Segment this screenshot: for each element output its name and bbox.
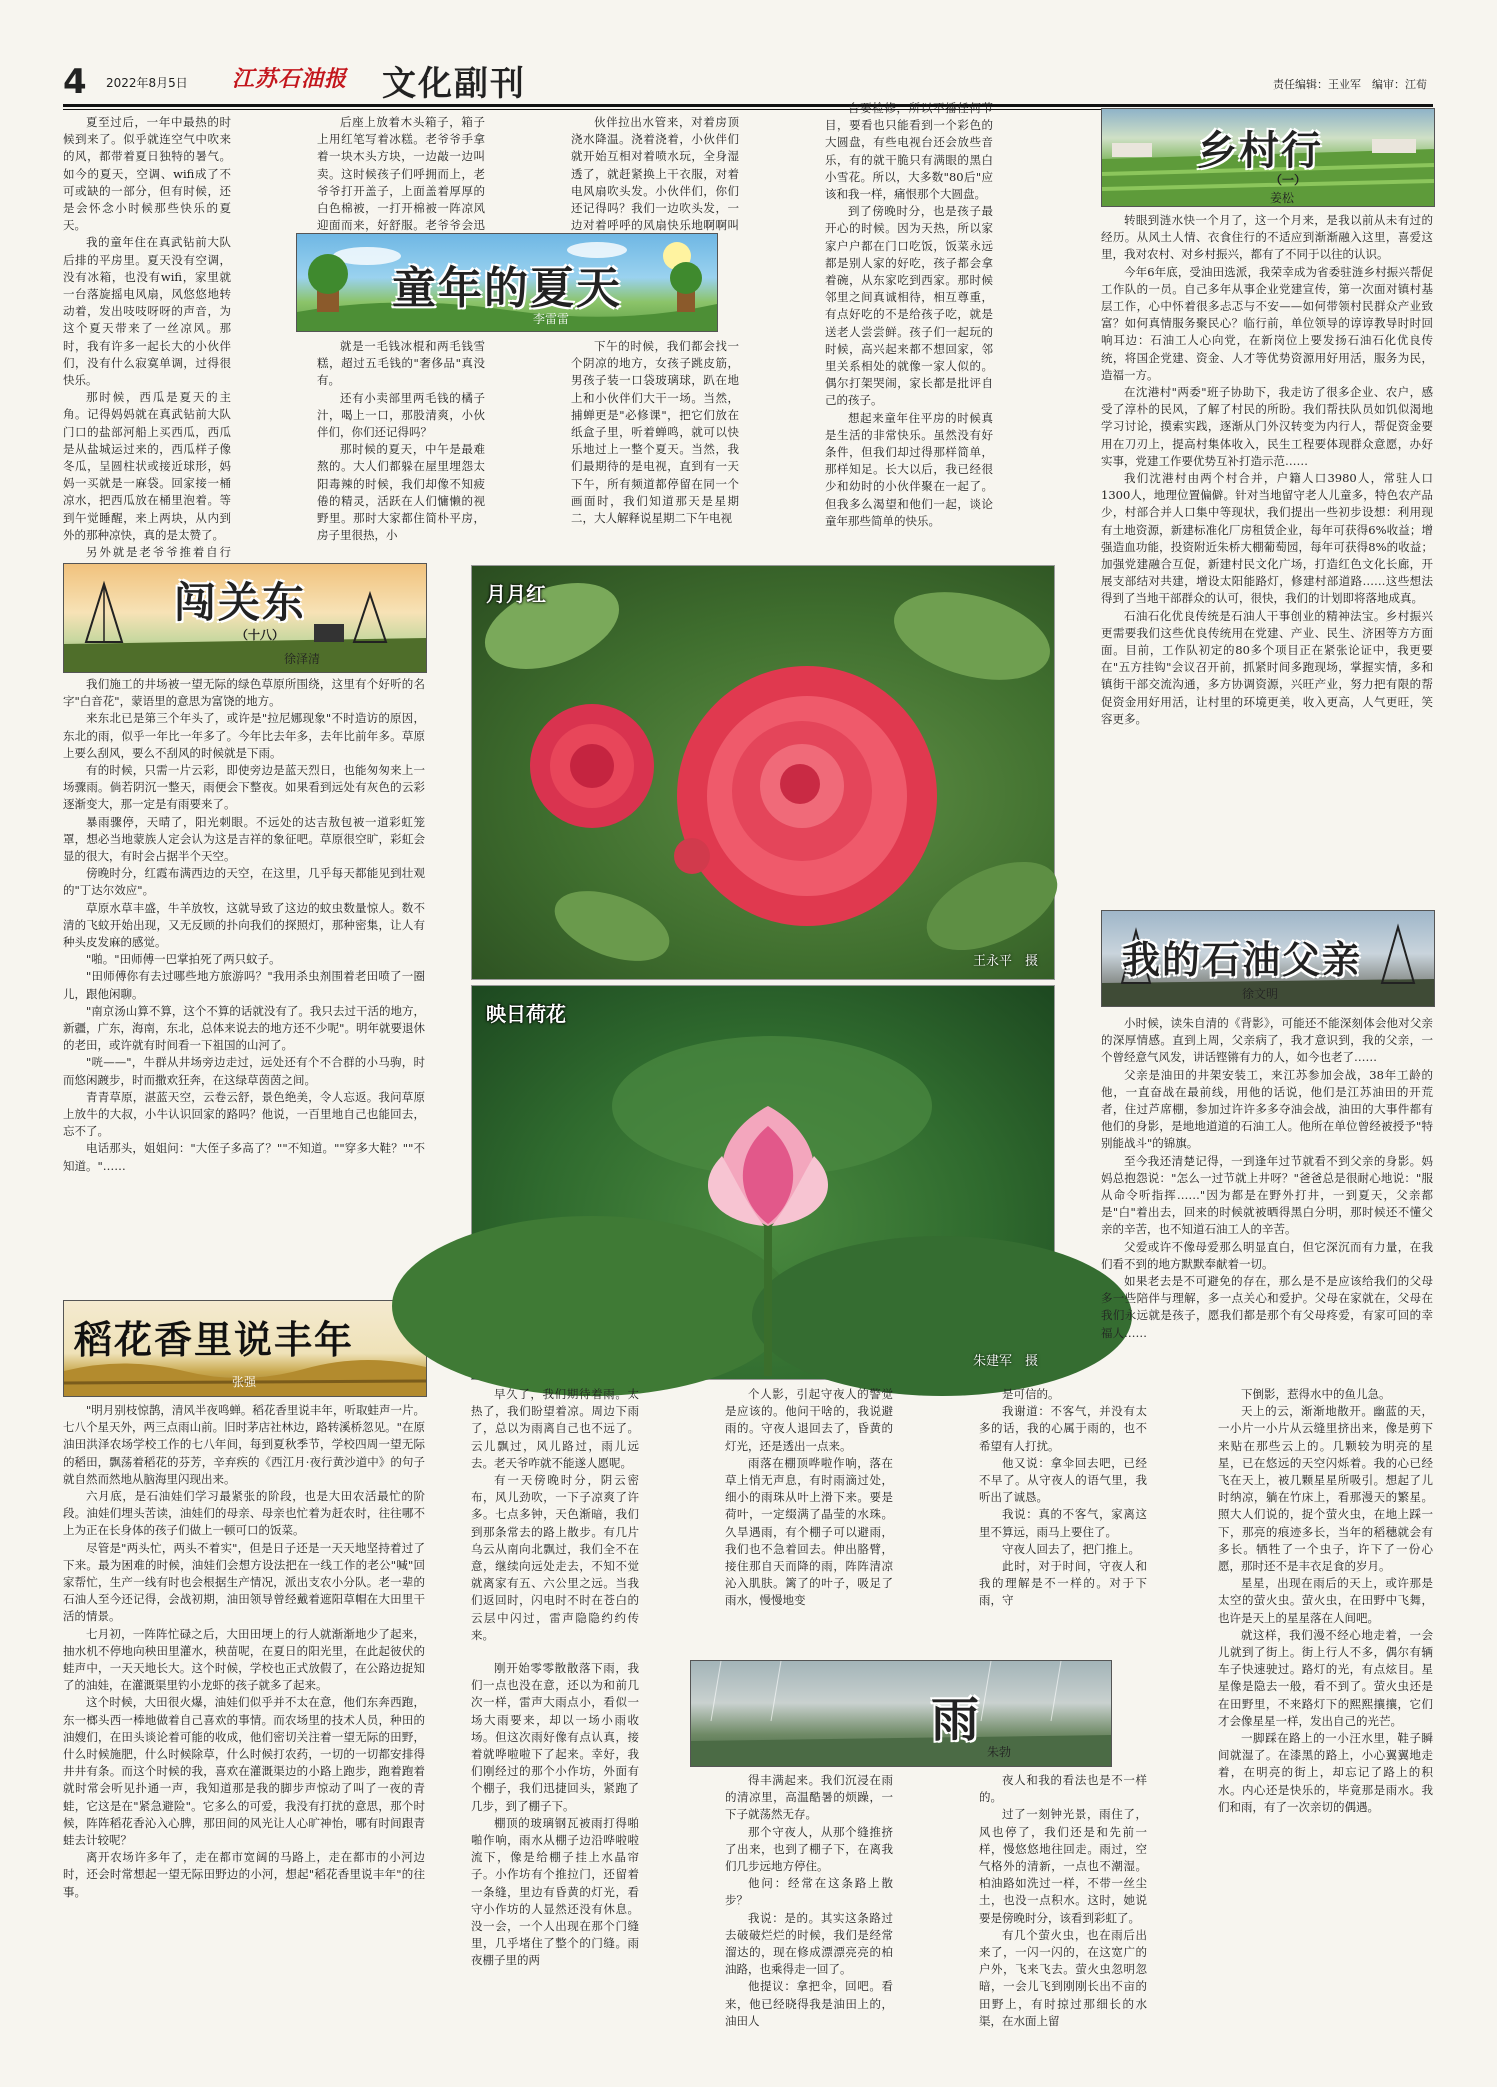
- lotus-photo-title: 映日荷花: [486, 1002, 566, 1026]
- paragraph: 那个守夜人，从那个缝推挤了出来，也到了棚子下，在离我们几步远地方停住。: [725, 1824, 893, 1874]
- northeast-subtitle: （十八）: [236, 628, 285, 642]
- paragraph: 有一天傍晚时分，阴云密布，风儿劲吹，一下子凉爽了许多。七点多钟，天色渐暗，我们到那条常去的路上散步。有几片乌云从南向北飘过，我们全不在意，继续向远处走去，不知不觉就离家有五、六公里之远。当我们返回时，闪电时不时在苍白的云层中闪过，雷声隐隐约约传来。: [471, 1473, 639, 1642]
- paragraph: 我说：是的。其实这条路过去破破烂烂的时候，我们是经常溜达的，现在修成漂漂亮亮的柏油路，也乘得走一回了。: [725, 1910, 893, 1977]
- paragraph: 就是一毛钱冰棍和两毛钱雪糕，超过五毛钱的"奢侈品"真没有。: [317, 339, 485, 388]
- lotus-photo: [471, 985, 1055, 1380]
- northeast-banner: [63, 563, 427, 673]
- village-body: [1101, 212, 1433, 872]
- rain-banner: [690, 1660, 1112, 1767]
- childhood-column-3b: [571, 338, 739, 526]
- page-number: 4: [63, 62, 87, 102]
- rain-column-2a: [725, 1386, 893, 1652]
- village-author: 姜松: [1270, 191, 1295, 205]
- rain-banner-art: [691, 1661, 1111, 1766]
- paragraph: 就这样，我们漫不经心地走着，一会儿就到了街上。街上行人不多，偶尔有辆车子快速驶过。路灯的光，有点炫目。星星像是隐去一般，看不到了。萤火虫还是在田野里，不来路灯下的熙熙攘攘，它们才会像星星一样，发出自己的光芒。: [1218, 1627, 1433, 1728]
- paragraph: 星星，出现在雨后的天上，或许那是太空的萤火虫。萤火虫，在田野中飞舞，也许是天上的星星落在人间吧。: [1218, 1576, 1433, 1625]
- paragraph: 一脚踩在路上的一小汪水里，鞋子瞬间就湿了。在漆黑的路上，小心翼翼地走着，在明亮的街上，却忘记了路上的积水。内心还是快乐的，毕竟那是雨水。我们和雨，有了一次亲切的偶遇。: [1218, 1731, 1433, 1814]
- paragraph: "明月别枝惊鹊，清风半夜鸣蝉。稻花香里说丰年，听取蛙声一片。七八个星天外，两三点雨山前。旧时茅店社林边，路转溪桥忽见。"在原油田洪泽农场学校工作的七八年间，每到夏秋季节，学校四周一望无际的稻田，飘荡着稻花的芬芳，辛弃疾的《西江月·夜行黄沙道中》的句子就自然而然地从脑海里闪现出来。: [63, 1403, 425, 1486]
- paragraph: 那时候的夏天，中午是最难熬的。大人们都躲在屋里埋怨太阳毒辣的时候，我们却像不知疲倦的精灵，活跃在人们慵懒的视野里。那时大家都住简朴平房，房子里很热，小: [317, 442, 485, 543]
- paragraph: 那时候，西瓜是夏天的主角。记得妈妈就在真武钻前大队门口的盐部河船上买西瓜，西瓜是从盐城运过来的，西瓜样子像冬瓜，呈圆柱状或接近球形，妈妈一买就是一麻袋。回家接一桶凉水，把西瓜放在桶里泡着。等到午觉睡醒，来上两块，从内到外的那种凉快，真的是太赞了。: [63, 390, 231, 542]
- paragraph: 电话那头，姐姐问："大侄子多高了？""不知道。""穿多大鞋？""不知道。"……: [63, 1141, 425, 1173]
- paragraph: 到了傍晚时分，也是孩子最开心的时候。因为天热，所以家家户户都在门口吃饭，饭菜永远都是别人家的好吃，孩子都会拿着碗，从东家吃到西家。那时候邻里之间真诚相待，相互尊重，有点好吃的不是给孩子吃，就是送老人尝尝鲜。孩子们一起玩的时候，高兴起来都不想回家，邻里关系相处的就像一家人似的。偶尔打架哭闹，家长都是批评自己的孩子。: [825, 204, 993, 408]
- paragraph: 我的童年住在真武钻前大队后排的平房里。夏天没有空调，没有冰箱，也没有wifi，家里就一台落旋摇电风扇，风悠悠地转动着，发出吱吱呀呀的声音，为这个夏天带来了一丝凉风。那时，我有许多一起长大的小伙伴们，没有什么寂寞单调，过得很快乐。: [63, 235, 231, 388]
- rice-title: 稻花香里说丰年: [74, 1317, 355, 1362]
- paragraph: 这个时候，大田很火爆，油娃们似乎并不太在意，他们东奔西跑，东一榔头西一棒地做着自己喜欢的事情。而农场里的技术人员，种田的油嫂们，在田头谈论着可能的收成，他们密切关注着一望无际的田野，什么时候施肥，什么时候除草，什么时候打农药，一切的一切都安排得井井有条。而这个时候的我，喜欢在灌溉渠边的小路上跑步，跑着跑着就时常会听见扑通一声，我知道那是我的脚步声惊动了叫了一夜的青蛙，它这是在"紧急避险"。它多么的可爱，我没有打扰的意思，那个时候，阵阵稻花香沁入心脾，那田间的风光让人心旷神怡，哪有时间跟青蛙去计较呢？: [63, 1695, 425, 1848]
- paragraph: 台要检修，所以不播任何节目，要看也只能看到一个彩色的大圆盘，有些电视台还会放些音乐，有的就干脆只有满眼的黑白小雪花。所以，大多数"80后"应该和我一样，痛恨那个大圆盘。: [825, 101, 993, 202]
- paragraph: 来东北已是第三个年头了，或许是"拉尼娜现象"不时造访的原因，东北的雨，似乎一年比一年多了。今年比去年多，去年比前年多。草原上要么刮风，要么不刮风的时候就是下雨。: [63, 711, 425, 760]
- paragraph: 天上的云，渐渐地散开。幽蓝的天，一小片一小片从云缝里挤出来，像是剪下来贴在那些云上的。几颗较为明亮的星星，已在悠远的天空闪烁着。我的心已经飞在天上，被几颗星星所吸引。想起了儿时纳凉，躺在竹床上，看那漫天的繁星。照大人们说的，捉个萤火虫，在地上踩一下，那亮的痕迹多长，当年的稻穗就会有多长。牺牲了一个虫子，许下了一份心愿，那时还不是丰衣足食的岁月。: [1218, 1404, 1433, 1574]
- northeast-body: [63, 676, 425, 1282]
- paragraph: 个人影，引起守夜人的警觉是应该的。他问干啥的，我说避雨的。守夜人退回去了，昏黄的灯光，还是透出一点来。: [725, 1387, 893, 1453]
- paragraph: 有的时候，只需一片云彩，即使旁边是蓝天烈日，也能匆匆来上一场骤雨。倘若阴沉一整天，雨便会下整夜。如果看到远处有灰色的云彩逐渐变大，那一定是有雨要来了。: [63, 763, 425, 812]
- rose-photo-credit: 王永平 摄: [972, 954, 1038, 969]
- paragraph: "啪。"田师傅一巴掌拍死了两只蚊子。: [86, 952, 281, 967]
- rose-photo: [471, 565, 1055, 980]
- paragraph: 另外就是老爷爷推着自行: [86, 545, 231, 560]
- paragraph: 夏至过后，一年中最热的时候到来了。似乎就连空气中吹来的风，都带着夏日独特的暑气。如今的夏天，空调、wifi成了不可或缺的一部分，但有时候，还是会怀念小时候那些快乐的夏天。: [63, 115, 231, 233]
- rain-column-3b: [979, 1772, 1147, 2028]
- oil-father-body: [1101, 1015, 1433, 1420]
- rain-column-1a: [471, 1386, 639, 1652]
- paragraph: 想起来童年住平房的时候真是生活的非常快乐。虽然没有好条件，但我们却过得那样简单，那样知足。长大以后，我已经很少和幼时的小伙伴聚在一起了。但我多么渴望和他们一起，谈论童年那些简单的快乐。: [825, 410, 993, 528]
- childhood-column-4: [825, 100, 993, 528]
- paragraph: 他问：经常在这条路上散步？: [725, 1876, 893, 1908]
- paragraph: 棚顶的玻璃钢瓦被雨打得啪啪作响，雨水从棚子边沿哗啦啦流下，像是给棚子挂上水晶帘子。小作坊有个推拉门，还留着一条缝，里边有昏黄的灯光，看守小作坊的人显然还没有休息。没一会，一个人出现在那个门缝里，几乎堵住了整个的门缝。雨夜棚子里的两: [471, 1815, 639, 1968]
- village-banner: [1101, 108, 1435, 207]
- paragraph: 下午的时候，我们都会找一个阴凉的地方，女孩子跳皮筋，男孩子装一口袋玻璃球，趴在地上和小伙伴们大干一场。当然，捕蝉更是"必修课"，把它们放在纸盒子里，听着蝉鸣，就可以快乐地过上一整个夏天。当然，我们最期待的是电视，直到有一天下午，所有频道都停留在同一个画面时，我们知道那天是星期二，大人解释说星期二下午电视: [571, 339, 739, 526]
- paragraph: 离开农场许多年了，走在都市宽阔的马路上，走在都市的小河边时，还会时常想起一望无际田野边的小河，想起"稻花香里说丰年"的往事。: [63, 1850, 425, 1899]
- paragraph: 青青草原，湛蓝天空，云卷云舒，景色绝美，令人忘返。我问草原上放牛的大叔，小牛认识回家的路吗？他说，一百里地自己也能回去，忘不了。: [63, 1089, 425, 1139]
- rain-column-4: [1218, 1386, 1433, 2022]
- paragraph: 是可信的。: [1002, 1387, 1060, 1401]
- rose-illustration: [472, 566, 1054, 979]
- childhood-author: 李雷雷: [533, 312, 570, 326]
- issue-date: 2022年8月5日: [106, 76, 188, 90]
- paragraph: "南京汤山算不算，这个不算的话就没有了。我只去过干活的地方，新疆，广东，海南，东北，总体来说去的地方还不少呢"。明年就要退休的老田，或许就有时间看一下祖国的山河了。: [63, 1003, 425, 1053]
- rain-title: 雨: [931, 1692, 982, 1748]
- childhood-column-1: [63, 114, 231, 560]
- paragraph: 傍晚时分，红霞布满西边的天空，在这里，几乎每天都能见到壮观的"丁达尔效应"。: [63, 866, 425, 898]
- paragraph: 他提议：拿把伞，回吧。看来，他已经晓得我是油田上的，油田人: [725, 1979, 893, 2028]
- paragraph: 父亲是油田的井架安装工，来江苏参加会战，38年工龄的他，一直奋战在最前线，用他的话说，他们是江苏油田的开荒者，住过芦席棚，参加过许许多多夺油会战，油田的大事件都有他们的身影，是地地道道的石油工人。他所在单位曾经被授予"特别能战斗"的锦旗。: [1101, 1067, 1433, 1151]
- rice-banner: [63, 1300, 427, 1397]
- rice-author: 张强: [232, 1375, 257, 1389]
- paragraph: "田师傅你有去过哪些地方旅游吗？"我用杀虫剂围着老田喷了一圈儿，跟他闲聊。: [63, 969, 425, 1001]
- paragraph: 守夜人回去了，把门推上。: [1002, 1541, 1140, 1556]
- paragraph: 草原水草丰盛，牛羊放牧，这就导致了这边的蚊虫数量惊人。数不清的飞蚊开始出现，又无反顾的扑向我们的探照灯，那种密集，让人有种头皮发麻的感觉。: [63, 900, 425, 950]
- paragraph: 此时，对于时间，守夜人和我的理解是不一样的。对于下雨，守: [979, 1559, 1147, 1608]
- paragraph: 尽管是"两头忙，两头不着实"，但是日子还是一天天地坚持着过了下来。最为困难的时候，油娃们会想方设法把在一线工作的老公"喊"回家帮忙，生产一线有时也会根据生产情况，派出支农小分队。老一辈的石油人至今还记得，会战初期，油田领导曾经戴着遮阳草帽在大田里干活的情景。: [63, 1540, 425, 1624]
- rain-column-3a: [979, 1386, 1147, 1652]
- childhood-column-3a: [571, 114, 739, 233]
- rose-photo-title: 月月红: [486, 582, 546, 606]
- paragraph: 暴雨骤停，天晴了，阳光刺眼。不远处的达吉敖包被一道彩虹笼罩，想必当地蒙族人定会认为这是吉祥的象征吧。草原很空旷，彩虹会显的很大，有时会占据半个天空。: [63, 814, 425, 864]
- paragraph: 我说：真的不客气，家离这里不算远，雨马上要住了。: [979, 1507, 1147, 1539]
- paragraph: 下倒影，惹得水中的鱼儿急。: [1241, 1387, 1391, 1401]
- paragraph: 我们施工的井场被一望无际的绿色草原所围绕，这里有个好听的名字"白音花"，蒙语里的意思为富饶的地方。: [63, 677, 425, 709]
- paragraph: 如果老去是不可避免的存在，那么是不是应该给我们的父母多一些陪伴与理解，多一点关心和爱护。父母在家就在，父母在我们永远就是孩子，愿我们都是那个有父母疼爱，有家可回的幸福人……: [1101, 1274, 1433, 1340]
- childhood-title: 童年的夏天: [392, 263, 622, 314]
- paragraph: 小时候，读朱自清的《背影》，可能还不能深刻体会他对父亲的深厚情感。直到上周，父亲病了，我才意识到，我的父亲，一个曾经意气风发，讲话铿锵有力的人，如今也老了……: [1101, 1016, 1433, 1065]
- paragraph: 后座上放着木头箱子，箱子上用红笔写着冰糕。老爷爷手拿着一块木头方块，一边敲一边叫卖。这时候孩子们呼拥而上，老爷爷打开盖子，上面盖着厚厚的白色棉被，一打开棉被一阵凉风迎面而来，好舒服。老爷爷会迅: [317, 115, 485, 233]
- lotus-photo-credit: 朱建军 摄: [972, 1354, 1038, 1369]
- paragraph: 夜人和我的看法也是不一样的。: [979, 1773, 1147, 1805]
- oil-father-banner: [1101, 910, 1435, 1007]
- rice-body: [63, 1402, 425, 2024]
- paragraph: 得丰满起来。我们沉浸在雨的清凉里，高温酷暑的烦躁，一下子就荡然无存。: [725, 1773, 893, 1822]
- paragraph: 我谢道：不客气，并没有太多的话，我的心属于雨的，也不希望有人打扰。: [979, 1404, 1147, 1453]
- rain-column-2b: [725, 1772, 893, 2028]
- paragraph: "咣——"，牛群从井场旁边走过，远处还有个不合群的小马驹，时而悠闲踱步，时而撒欢狂奔，在这绿草茵茵之间。: [63, 1055, 425, 1087]
- childhood-column-2a: [317, 114, 485, 233]
- paragraph: 他又说：拿伞回去吧，已经不早了。从守夜人的语气里，我听出了诚恳。: [979, 1455, 1147, 1505]
- paragraph: 有几个萤火虫，也在雨后出来了，一闪一闪的，在这宽广的户外，飞来飞去。萤火虫忽明忽暗，一会儿飞到刚刚长出不亩的田野上，有时掠过那细长的水渠，在水面上留: [979, 1927, 1147, 2028]
- village-title: 乡村行: [1197, 127, 1323, 174]
- lotus-illustration: [472, 986, 1054, 1379]
- newspaper-logo: 江苏石油报: [232, 66, 348, 92]
- paragraph: 转眼到涟水快一个月了，这一个月来，是我以前从未有过的经历。从风土人情、衣食住行的不适应到渐渐融入这里，喜爱这里，我对农村、对乡村振兴，都有了不同于以往的认识。: [1101, 213, 1433, 262]
- paragraph: 我们沈港村由两个村合并，户籍人口3980人，常驻人口1300人，地理位置偏僻。针对当地留守老人儿童多，特色农产品少，村部合并人口集中等现状，我们提出一些初步设想：利用现有土地资源，新建标准化厂房租赁企业，每年可获得6%收益；增强造血功能，投资附近朱桥大棚葡萄园，每年可获得8%的收益；加强党建融合互促，新建村民文化广场，打造红色文化长廊，开展支部结对共建，增设太阳能路灯，修建村部道路……这些想法得到了当地干部群众的认可，很快，我们的计划即将落地成真。: [1101, 471, 1433, 606]
- childhood-banner: [296, 233, 718, 332]
- oil-father-author: 徐文明: [1242, 987, 1279, 1001]
- paragraph: 过了一刻钟光景，雨住了，风也停了，我们还是和先前一样，慢悠悠地往回走。雨过，空气格外的清新，一点也不潮湿。柏油路如洗过一样，不带一丝尘土，也没一点积水。这时，她说要是傍晚时分，该看到彩虹了。: [979, 1807, 1147, 1925]
- paragraph: 还有小卖部里两毛钱的橘子汁，喝上一口，那股清爽，小伙伴们，你们还记得吗？: [317, 390, 485, 440]
- paragraph: 在沈港村"两委"班子协助下，我走访了很多企业、农户，感受了淳朴的民风，了解了村民的所盼。我们帮扶队员如饥似渴地学习讨论，摸索实践，逐渐从门外汉转变为内行人，帮促资金要用在刀刃上，提高村集体收入，民生工程要体现群众意愿，办好实事，党建工作要优势互补打造示范……: [1101, 385, 1433, 468]
- northeast-title: 闯关东: [174, 578, 307, 627]
- paragraph: 至今我还清楚记得，一到逢年过节就看不到父亲的身影。妈妈总抱怨说："怎么一过节就上井呀？"爸爸总是很耐心地说："服从命令听指挥……"因为都是在野外打井，一到夏天，父亲都是"白"着出去，回来的时候就被晒得黑白分明，那时候还不懂父亲的辛苦，也不知道石油工人的辛苦。: [1101, 1153, 1433, 1237]
- paragraph: 六月底，是石油娃们学习最紧张的阶段，也是大田农活最忙的阶段。油娃们埋头苦读，油娃们的母亲、母亲也忙着为赶农时，往往哪不上为正在长身体的孩子们做上一顿可口的饭菜。: [63, 1489, 425, 1538]
- paragraph: 雨落在棚顶哗啦作响，落在草上悄无声息，有时雨滴过处，细小的雨珠从叶上滑下来。要是荷叶，一定缀满了晶莹的水珠。久旱遇雨，有个棚子可以避雨，我们也不急着回去。伸出胳臂，接住那自天而降的雨，阵阵清凉沁入肌肤。篱了的叶子，吸足了雨水，慢慢地变: [725, 1455, 893, 1608]
- childhood-column-2b: [317, 338, 485, 543]
- paragraph: 早久了，我们期待着雨。太热了，我们盼望着凉。周边下雨了，总以为雨离自己也不远了。云儿飘过，风儿路过，雨儿远去。老天爷咋就不能遂人愿呢。: [471, 1387, 639, 1470]
- rain-column-1b: [471, 1660, 639, 2022]
- rain-author: 朱勃: [987, 1745, 1012, 1759]
- village-subtitle: （一）: [1270, 173, 1307, 187]
- northeast-author: 徐泽清: [284, 652, 321, 666]
- paragraph: 石油石化优良传统是石油人干事创业的精神法宝。乡村振兴更需要我们这些优良传统用在党建、产业、民生、济困等方方面面。目前，工作队初定的80多个项目正在紧张论证中，我更要在"五方挂钩"会议召开前，抓紧时间多跑现场，掌握实情，多和镇街干部交流沟通，多方协调资源，兴旺产业，努力把有限的帮促资金用好用活，让村里的环境更美，收入更高，人气更旺，笑容更多。: [1101, 608, 1433, 726]
- editor-credit: 责任编辑：王业军 编审：江荀: [1273, 78, 1427, 91]
- header-rule: [63, 104, 1433, 107]
- paragraph: 今年6年底，受油田选派，我荣幸成为省委驻涟乡村振兴帮促工作队的一员。自己多年从事企业党建宣传，第一次面对镇村基层工作，心中怀着很多忐忑与不安——如何带领村民群众产业致富？如何真情服务聚民心？临行前，单位领导的谆谆教导时时回响耳边：石油工人心向党，在新岗位上要发扬石油石化优良传统，将国企党建、资金、人才等优势资源用好用活，服务为民，造福一方。: [1101, 264, 1433, 382]
- section-title: 文化副刊: [382, 64, 526, 104]
- paragraph: 七月初，一阵阵忙碌之后，大田田埂上的行人就渐渐地少了起来，抽水机不停地向秧田里灌水，秧苗呢，在夏日的阳光里，在此起彼伏的蛙声中，一天天地长大。这个时候，学校也正式放假了，在公路边捉知了的油娃，在灌溉渠里钓小龙虾的孩子就多了起来。: [63, 1626, 425, 1693]
- oil-father-title: 我的石油父亲: [1122, 937, 1363, 982]
- paragraph: 伙伴拉出水管来，对着房顶浇水降温。浇着浇着，小伙伴们就开始互相对着喷水玩，全身湿透了，就赶紧换上干衣服，对着电风扇吹头发。小伙伴们，你们还记得吗？我们一边吹头发，一边对着呼呼的风扇快乐地啊啊叫: [571, 115, 739, 233]
- paragraph: 刚开始零零散散落下雨，我们一点也没在意，还以为和前几次一样，雷声大雨点小，看似一场大雨要来，却以一场小雨收场。但这次雨好像有点认真，接着就哗啦啦下了起来。幸好，我们刚经过的那个小作坊，外面有个棚子，我们迅捷回头，紧跑了几步，到了棚子下。: [471, 1661, 639, 1813]
- paragraph: 父爱或许不像母爱那么明显直白，但它深沉而有力量，在我们看不到的地方默默奉献着一切。: [1101, 1239, 1433, 1271]
